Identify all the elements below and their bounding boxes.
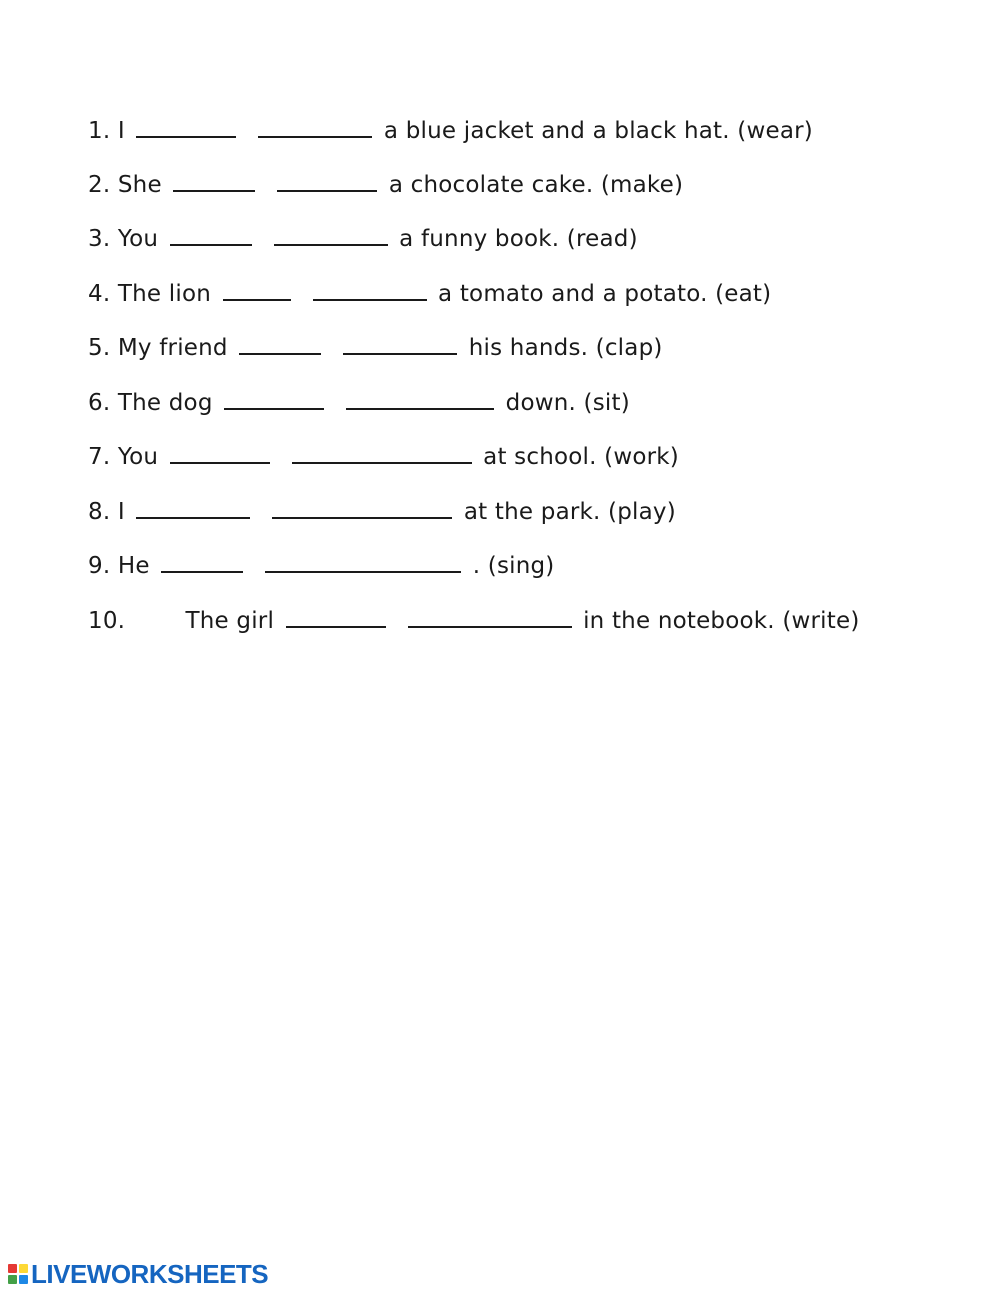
answer-blank-1[interactable]: [239, 335, 321, 355]
exercise-item-10: [88, 608, 860, 634]
answer-blank-2[interactable]: [274, 226, 388, 246]
item-subject: She: [117, 172, 162, 198]
item-number: 8.: [88, 499, 111, 525]
item-rest: down. (sit): [505, 390, 630, 416]
item-subject: I: [117, 499, 125, 525]
answer-blank-1[interactable]: [136, 499, 250, 519]
item-number: 3.: [88, 226, 111, 252]
item-subject: The dog: [117, 390, 213, 416]
item-rest: a funny book. (read): [399, 226, 638, 252]
answer-blank-1[interactable]: [224, 390, 324, 410]
liveworksheets-logo[interactable]: [8, 1260, 268, 1288]
item-subject: He: [117, 553, 150, 579]
logo-squares-icon: [8, 1264, 28, 1284]
item-rest: at school. (work): [483, 444, 679, 470]
exercise-item-2: [88, 172, 683, 198]
exercise-item-5: [88, 335, 663, 361]
item-rest: a tomato and a potato. (eat): [438, 281, 772, 307]
answer-blank-1[interactable]: [170, 226, 252, 246]
exercise-item-6: [88, 390, 630, 416]
item-number: 1.: [88, 118, 111, 144]
answer-blank-2[interactable]: [346, 390, 494, 410]
answer-blank-2[interactable]: [313, 281, 427, 301]
answer-blank-2[interactable]: [408, 608, 572, 628]
exercise-item-3: [88, 226, 638, 252]
answer-blank-1[interactable]: [161, 553, 243, 573]
answer-blank-2[interactable]: [272, 499, 452, 519]
item-number: 2.: [88, 172, 111, 198]
item-number: 9.: [88, 553, 111, 579]
item-number: 5.: [88, 335, 111, 361]
item-rest: . (sing): [472, 553, 555, 579]
answer-blank-2[interactable]: [292, 444, 472, 464]
item-subject: The girl: [185, 608, 275, 634]
item-subject: You: [117, 226, 159, 252]
answer-blank-1[interactable]: [170, 444, 270, 464]
answer-blank-1[interactable]: [173, 172, 255, 192]
answer-blank-2[interactable]: [277, 172, 377, 192]
answer-blank-1[interactable]: [286, 608, 386, 628]
exercise-item-4: [88, 281, 771, 307]
exercise-item-9: [88, 553, 554, 579]
item-rest: a chocolate cake. (make): [388, 172, 684, 198]
item-number: 7.: [88, 444, 111, 470]
exercise-item-1: [88, 118, 813, 144]
item-rest: his hands. (clap): [468, 335, 663, 361]
answer-blank-1[interactable]: [223, 281, 291, 301]
item-subject: I: [117, 118, 125, 144]
item-number: 4.: [88, 281, 111, 307]
answer-blank-2[interactable]: [343, 335, 457, 355]
answer-blank-2[interactable]: [258, 118, 372, 138]
exercise-item-8: [88, 499, 676, 525]
item-rest: in the notebook. (write): [583, 608, 860, 634]
answer-blank-1[interactable]: [136, 118, 236, 138]
exercise-item-7: [88, 444, 679, 470]
item-number: 6.: [88, 390, 111, 416]
logo-text: LIVEWORKSHEETS: [31, 1258, 269, 1289]
item-subject: My friend: [117, 335, 228, 361]
item-subject: You: [117, 444, 159, 470]
item-subject: The lion: [117, 281, 211, 307]
item-rest: a blue jacket and a black hat. (wear): [383, 118, 813, 144]
item-rest: at the park. (play): [463, 499, 676, 525]
answer-blank-2[interactable]: [265, 553, 461, 573]
item-number: 10.: [88, 608, 126, 634]
